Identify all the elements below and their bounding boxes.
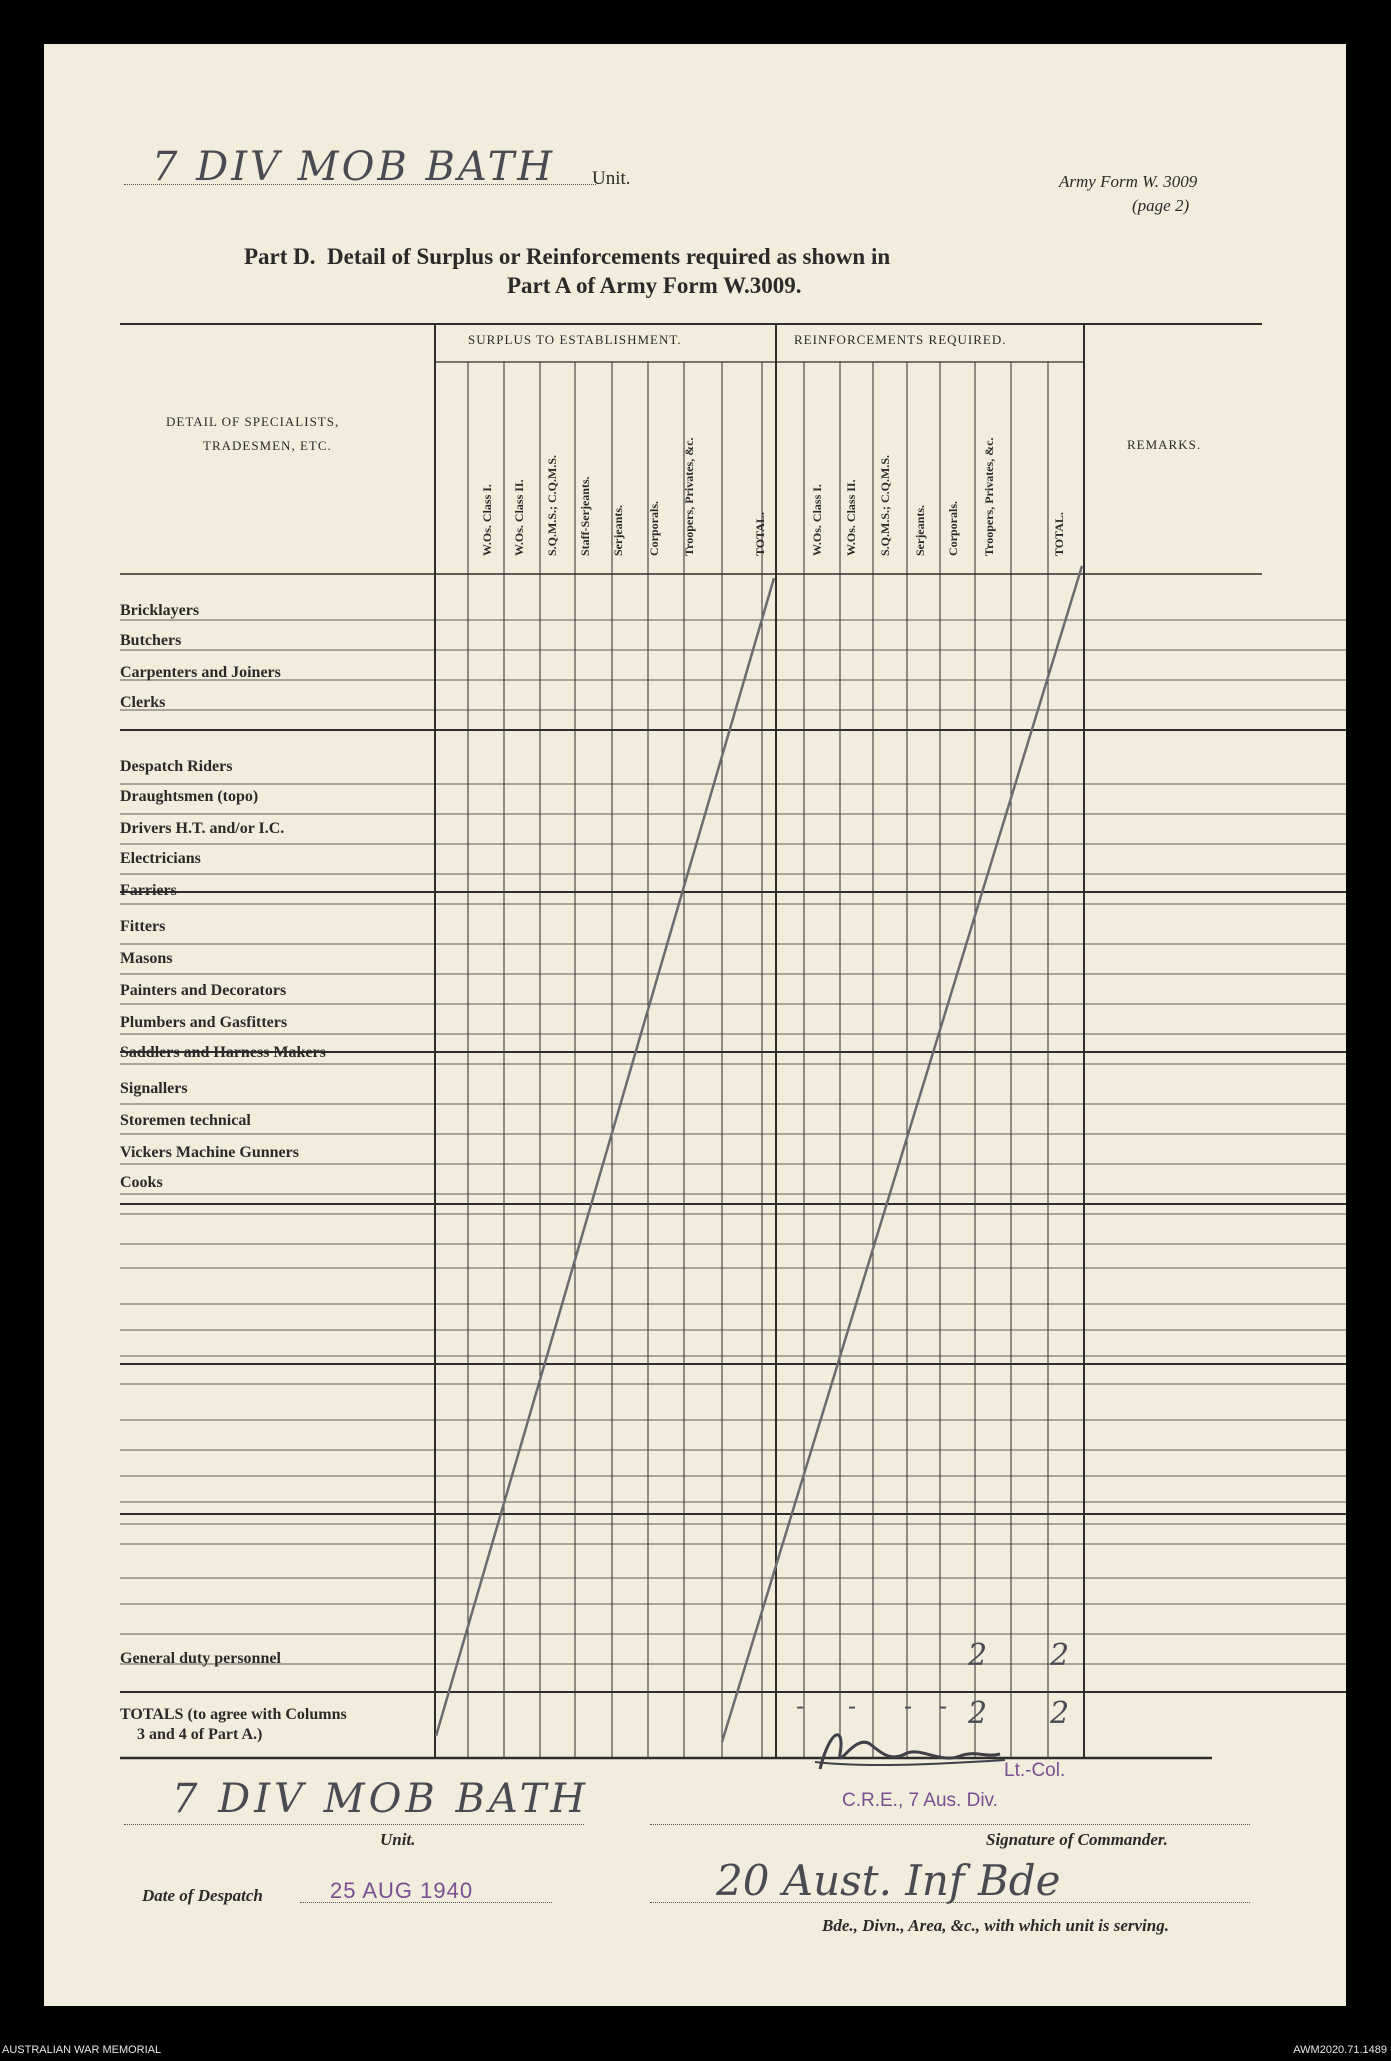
reinforcements-column-header: W.Os. Class II. xyxy=(844,479,858,556)
form-title-line-1: Part D. Detail of Surplus or Reinforcements required as shown in xyxy=(244,244,891,269)
detail-header-line-2: TRADESMEN, ETC. xyxy=(203,438,332,453)
reinforcements-column-header: W.Os. Class I. xyxy=(810,484,824,556)
footer-unit-handwritten: 7 DIV MOB BATH xyxy=(172,1776,590,1822)
table-row-label: Clerks xyxy=(120,694,166,711)
brigade-label: Bde., Divn., Area, &c., with which unit is serving. xyxy=(822,1916,1169,1935)
totals-total-value: 2 xyxy=(1050,1696,1070,1731)
table-row-label: Farriers xyxy=(120,882,177,899)
date-stamp: 25 AUG 1940 xyxy=(330,1878,474,1903)
surplus-column-header: W.Os. Class I. xyxy=(480,484,494,556)
credit-left: AUSTRALIAN WAR MEMORIAL xyxy=(2,2044,162,2056)
signature-rank: Lt.-Col. xyxy=(1004,1760,1066,1781)
table-row-label: Signallers xyxy=(120,1080,188,1097)
reinforcements-header: REINFORCEMENTS REQUIRED. xyxy=(794,332,1007,347)
surplus-column-header: W.Os. Class II. xyxy=(512,479,526,556)
table-row-label: Masons xyxy=(120,950,173,967)
unit-handwritten: 7 DIV MOB BATH xyxy=(152,144,556,190)
surplus-column-header: Serjeants. xyxy=(611,505,625,556)
table-row-label: Butchers xyxy=(120,632,182,649)
commander-signature xyxy=(810,1724,1010,1784)
table-row-label: Cooks xyxy=(120,1174,163,1191)
credit-right: AWM2020.71.1489 xyxy=(1293,2044,1387,2056)
date-of-despatch-label: Date of Despatch xyxy=(142,1886,263,1905)
table-row-label: Despatch Riders xyxy=(120,758,233,775)
totals-dash: - xyxy=(796,1692,805,1720)
table-row-label: Saddlers and Harness Makers xyxy=(120,1044,326,1061)
signature-dotted-line xyxy=(650,1824,1250,1825)
form-title-line-2: Part A of Army Form W.3009. xyxy=(507,273,802,298)
table-row-label: Draughtsmen (topo) xyxy=(120,788,259,805)
surplus-column-header: S.Q.M.S.; C.Q.M.S. xyxy=(545,454,559,556)
general-duty-total-value: 2 xyxy=(1050,1638,1070,1673)
table-row-label: Plumbers and Gasfitters xyxy=(120,1014,288,1031)
detail-header-line-1: DETAIL OF SPECIALISTS, xyxy=(166,414,340,429)
reinforcements-column-header: Troopers, Privates, &c. xyxy=(982,437,996,556)
surplus-column-header: TOTAL. xyxy=(753,512,767,556)
surplus-header: SURPLUS TO ESTABLISHMENT. xyxy=(468,332,682,347)
general-duty-troopers-value: 2 xyxy=(968,1638,988,1673)
table-row-label: Fitters xyxy=(120,918,166,935)
brigade-dotted-line xyxy=(650,1902,1250,1903)
remarks-header: REMARKS. xyxy=(1127,437,1202,452)
totals-troopers-value: 2 xyxy=(968,1696,988,1731)
form-page xyxy=(44,44,1346,2006)
reinforcements-column-header: Serjeants. xyxy=(913,505,927,556)
reinforcements-column-header: TOTAL. xyxy=(1052,512,1066,556)
general-duty-label: General duty personnel xyxy=(120,1650,281,1667)
footer-unit-label: Unit. xyxy=(380,1830,416,1849)
reinforcements-column-header: Corporals. xyxy=(946,501,960,556)
footer-unit-line xyxy=(124,1824,584,1825)
table-row-label: Drivers H.T. and/or I.C. xyxy=(120,820,285,837)
totals-label-line-1: TOTALS (to agree with Columns xyxy=(120,1706,347,1723)
surplus-column-header: Corporals. xyxy=(647,501,661,556)
table-row-label: Painters and Decorators xyxy=(120,982,287,999)
totals-dash: - xyxy=(939,1692,948,1720)
surplus-column-header: Troopers, Privates, &c. xyxy=(682,437,696,556)
form-page-number: (page 2) xyxy=(1132,196,1190,215)
signature-stamp: C.R.E., 7 Aus. Div. xyxy=(842,1790,998,1811)
table-row-label: Carpenters and Joiners xyxy=(120,664,281,681)
totals-label-line-2: 3 and 4 of Part A.) xyxy=(137,1726,263,1743)
surplus-column-header: Staff-Serjeants. xyxy=(578,476,592,556)
pencil-strike-surplus xyxy=(436,578,774,1736)
table-row-label: Vickers Machine Gunners xyxy=(120,1144,299,1161)
table-row-label: Storemen technical xyxy=(120,1112,251,1129)
brigade-handwritten: 20 Aust. Inf Bde xyxy=(716,1856,1061,1905)
form-name: Army Form W. 3009 xyxy=(1059,172,1198,191)
table-row-label: Electricians xyxy=(120,850,201,867)
totals-dash: - xyxy=(904,1692,913,1720)
totals-dash: - xyxy=(848,1692,857,1720)
signature-label: Signature of Commander. xyxy=(986,1830,1168,1849)
unit-label: Unit. xyxy=(592,168,631,189)
reinforcements-column-header: S.Q.M.S.; C.Q.M.S. xyxy=(878,454,892,556)
table-row-label: Bricklayers xyxy=(120,602,200,619)
